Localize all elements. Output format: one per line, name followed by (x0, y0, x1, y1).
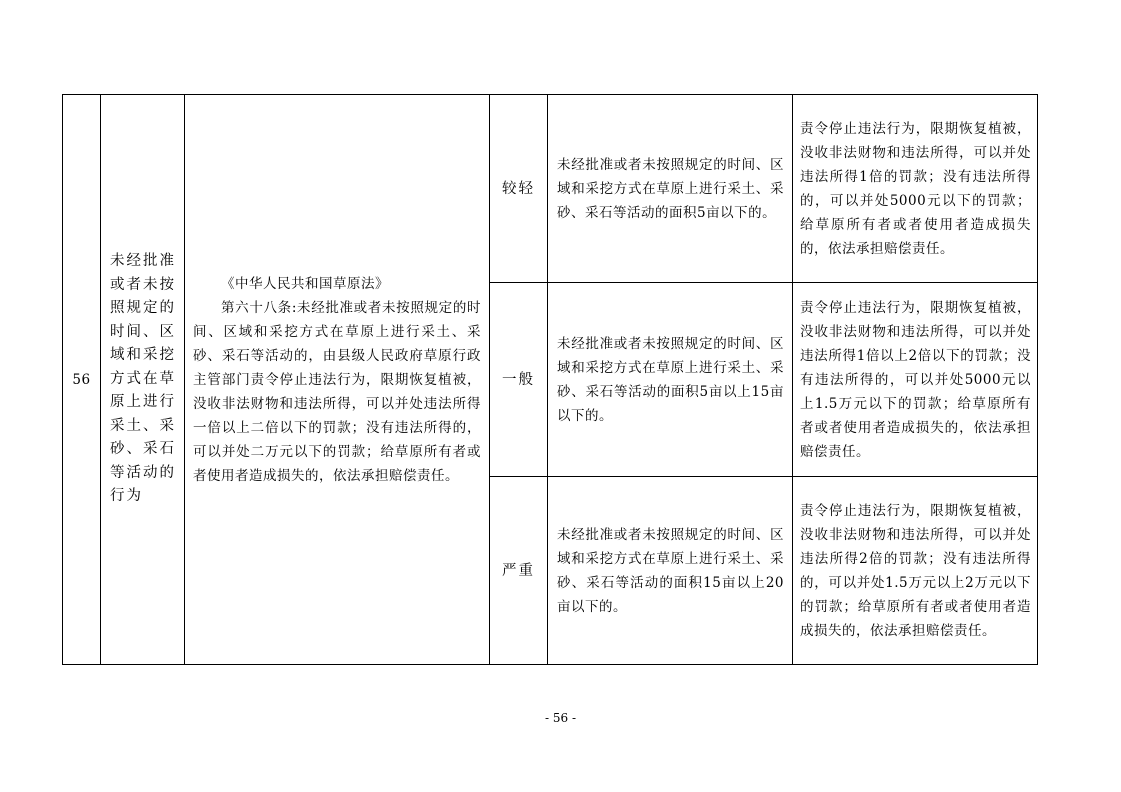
severity-level-cell: 严重 (490, 477, 548, 665)
violation-item-cell: 未经批准或者未按照规定的时间、区域和采挖方式在草原上进行采土、采砂、采石等活动的行为 (101, 95, 185, 665)
penalty-standard-cell: 责令停止违法行为，限期恢复植被，没收非法财物和违法所得，可以并处违法所得1倍以上2倍以下的罚款；没有违法所得的，可以并处5000元以上1.5万元以下的罚款；给草原所有者或者使用者造成损失的，依法承担赔偿责任。 (793, 283, 1038, 477)
circumstance-cell: 未经批准或者未按照规定的时间、区域和采挖方式在草原上进行采土、采砂、采石等活动的面积5亩以下的。 (548, 95, 793, 283)
penalty-standard-cell: 责令停止违法行为，限期恢复植被，没收非法财物和违法所得，可以并处违法所得1倍的罚款；没有违法所得的，可以并处5000元以下的罚款；给草原所有者或者使用者造成损失的，依法承担赔偿责任。 (793, 95, 1038, 283)
penalty-standard-table (62, 94, 1038, 665)
circumstance-cell: 未经批准或者未按照规定的时间、区域和采挖方式在草原上进行采土、采砂、采石等活动的面积5亩以上15亩以下的。 (548, 283, 793, 477)
page-number: - 56 - (544, 711, 576, 725)
severity-level-cell: 一般 (490, 283, 548, 477)
penalty-standard-cell: 责令停止违法行为，限期恢复植被，没收非法财物和违法所得，可以并处违法所得2倍的罚款；没有违法所得的，可以并处1.5万元以上2万元以下的罚款；给草原所有者或者使用者造成损失的，依法承担赔偿责任。 (793, 477, 1038, 665)
table-row (63, 95, 1038, 283)
law-article: 第六十八条:未经批准或者未按照规定的时间、区域和采挖方式在草原上进行采土、采砂、采石等活动的，由县级人民政府草原行政主管部门责令停止违法行为，限期恢复植被，没收非法财物和违法所得，可以并处违法所得一倍以上二倍以下的罚款；没有违法所得的，可以并处二万元以下的罚款；给草原所有者或者使用者造成损失的，依法承担赔偿责任。 (193, 299, 481, 484)
severity-level-cell: 较轻 (490, 95, 548, 283)
legal-basis-cell (185, 95, 490, 665)
law-title: 《中华人民共和国草原法》 (221, 275, 389, 292)
row-number-cell: 56 (63, 95, 101, 665)
circumstance-cell: 未经批准或者未按照规定的时间、区域和采挖方式在草原上进行采土、采砂、采石等活动的面积15亩以上20亩以下的。 (548, 477, 793, 665)
